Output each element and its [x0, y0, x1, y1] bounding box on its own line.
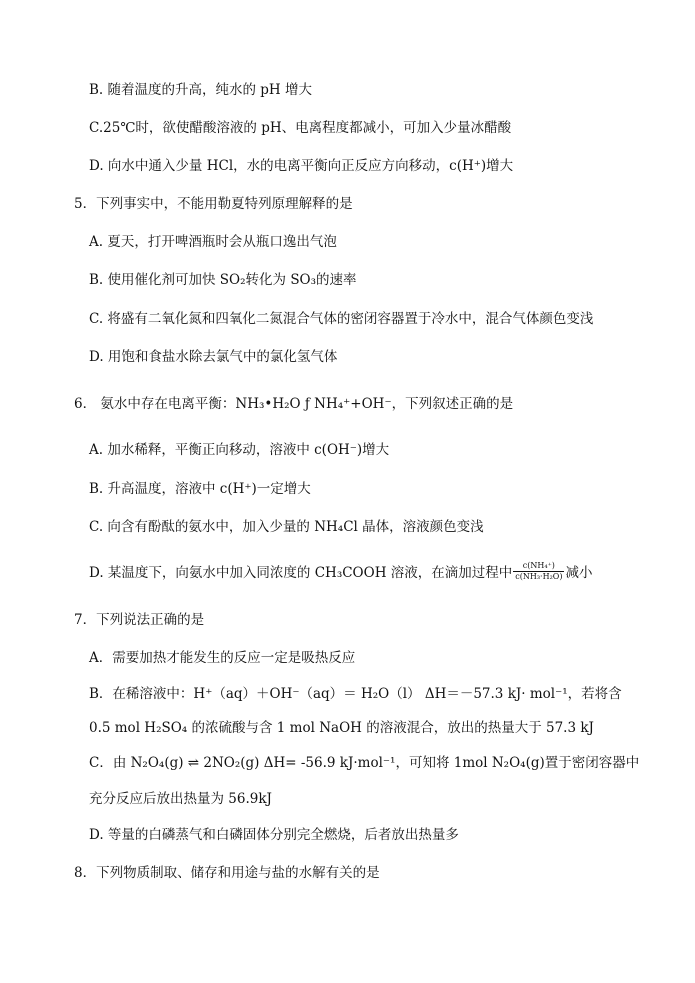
- q7-stem: 7．下列说法正确的是: [74, 612, 205, 628]
- q6-option-b: B. 升高温度，溶液中 c(H⁺)一定增大: [89, 481, 311, 497]
- q8-stem: 8．下列物质制取、储存和用途与盐的水解有关的是: [74, 865, 380, 881]
- q5-option-b: B. 使用催化剂可加快 SO₂转化为 SO₃的速率: [89, 272, 357, 288]
- q6-stem: 6． 氨水中存在电离平衡：NH₃•H₂O ƒ NH₄⁺+OH⁻，下列叙述正确的是: [74, 396, 514, 412]
- q7-option-b-line2: 0.5 mol H₂SO₄ 的浓硫酸与含 1 mol NaOH 的溶液混合，放出的热量大于 57.3 kJ: [89, 720, 594, 736]
- q4-option-c: C.25℃时，欲使醋酸溶液的 pH、电离程度都减小，可加入少量冰醋酸: [89, 120, 512, 136]
- q7-option-c-line2: 充分反应后放出热量为 56.9kJ: [89, 791, 272, 807]
- q7-option-b-line1: B．在稀溶液中：H⁺（aq）＋OH⁻（aq）＝ H₂O（l） ΔH＝－57.3 kJ· mol⁻¹，若将含: [89, 686, 622, 702]
- q7-option-c-line1: C．由 N₂O₄(g) ⇌ 2NO₂(g) ΔH= -56.9 kJ·mol⁻¹，可知将 1mol N₂O₄(g)置于密闭容器中: [89, 755, 640, 771]
- q6-option-c: C. 向含有酚酞的氨水中，加入少量的 NH₄Cl 晶体，溶液颜色变浅: [89, 519, 484, 535]
- q6-option-d: [89, 563, 592, 584]
- q7-option-d: D. 等量的白磷蒸气和白磷固体分别完全燃烧，后者放出热量多: [89, 827, 459, 843]
- q4-option-d: D. 向水中通入少量 HCl，水的电离平衡向正反应方向移动，c(H⁺)增大: [89, 158, 514, 174]
- concentration-ratio-fraction: [513, 561, 564, 582]
- q7-option-a: A．需要加热才能发生的反应一定是吸热反应: [89, 650, 356, 666]
- q4-option-b: B. 随着温度的升高，纯水的 pH 增大: [89, 82, 313, 98]
- q6-option-d-suffix: 减小: [565, 565, 593, 581]
- q6-option-a: A. 加水稀释，平衡正向移动，溶液中 c(OH⁻)增大: [89, 442, 390, 458]
- q5-option-c: C. 将盛有二氧化氮和四氧化二氮混合气体的密闭容器置于冷水中，混合气体颜色变浅: [89, 311, 594, 327]
- q6-option-d-prefix: D. 某温度下，向氨水中加入同浓度的 CH₃COOH 溶液，在滴加过程中: [89, 565, 513, 581]
- q5-option-a: A. 夏天，打开啤酒瓶时会从瓶口逸出气泡: [89, 234, 337, 250]
- q5-stem: 5．下列事实中，不能用勒夏特列原理解释的是: [74, 196, 353, 212]
- fraction-numerator: c(NH₄⁺): [513, 561, 564, 572]
- q5-option-d: D. 用饱和食盐水除去氯气中的氯化氢气体: [89, 349, 338, 365]
- fraction-denominator: c(NH₃·H₂O): [515, 572, 563, 581]
